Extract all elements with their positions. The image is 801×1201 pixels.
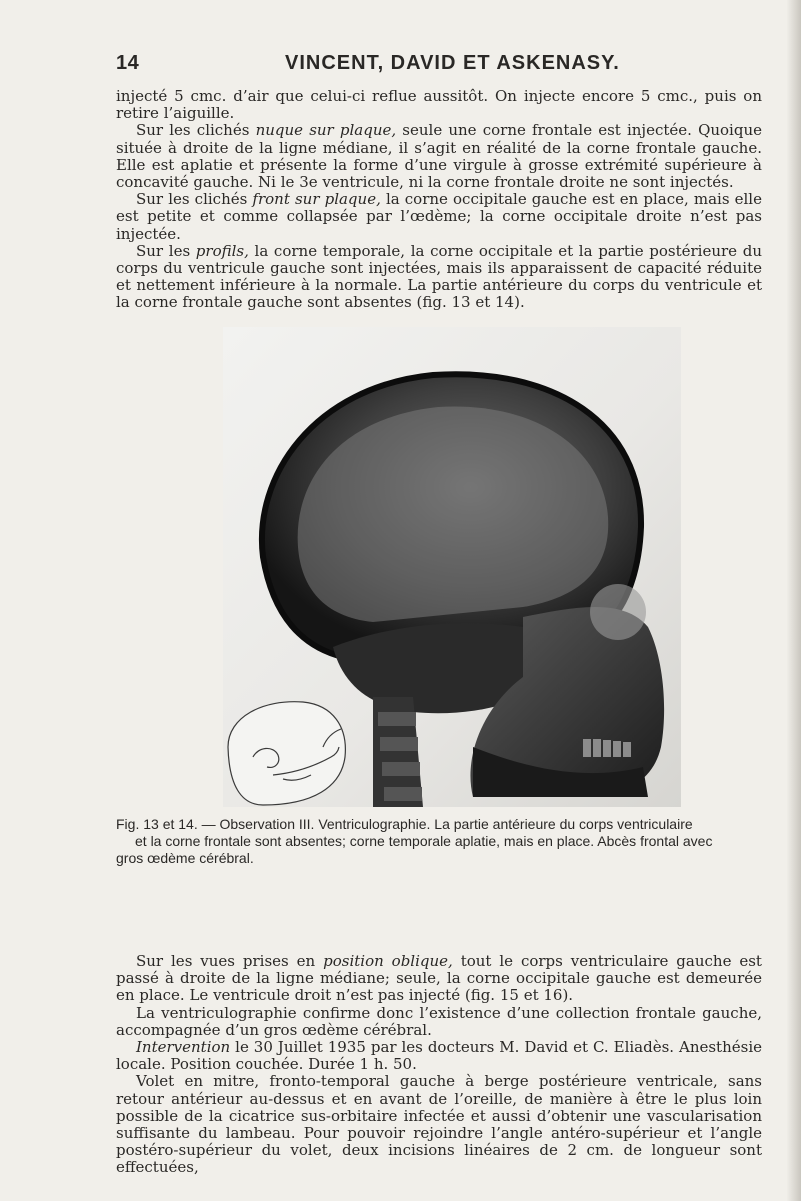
paragraph: Sur les profils, la corne temporale, la corne occipitale et la partie postérieure du corps du ventricule gauche sont injectées, mais ils apparaissent de capacité réduite et nettement inférieure à la normale. La partie antérieure du corps du ventricule et la corne frontale gauche sont absentes (fig. 13 et 14). [116, 241, 762, 312]
page-header [0, 52, 801, 82]
paragraph: Intervention le 30 Juillet 1935 par les docteurs M. David et C. Eliadès. Anesthésie locale. Position couchée. Durée 1 h. 50. [116, 1038, 762, 1074]
caption-line: et la corne frontale sont absentes; corne temporale aplatie, mais en place. Abcès frontal avec [135, 833, 713, 849]
paragraph: Sur les clichés nuque sur plaque, seule une corne frontale est injectée. Quoique située à droite de la ligne médiane, il s’agit en réalité de la corne frontale gauche. Elle est aplatie et présente la forme d’une virgule à grosse extrémité supérieure à concavité gauche. Ni le 3e ventricule, ni la corne frontale droite ne sont injectés. [116, 121, 762, 192]
paragraph: Sur les vues prises en position oblique, tout le corps ventriculaire gauche est passé à droite de la ligne médiane; seule, la corne occipitale gauche est demeurée en place. Le ventricule droit n’est pas injecté (fig. 15 et 16). [116, 952, 762, 1005]
page-number: 14 [116, 52, 140, 74]
figure-xray [223, 327, 681, 807]
paragraph: La ventriculographie confirme donc l’existence d’une collection frontale gauche, accompagnée d’un gros œdème cérébral. [116, 1003, 762, 1039]
caption-line: gros œdème cérébral. [116, 850, 254, 866]
caption-line: Fig. 13 et 14. — Observation III. Ventriculographie. La partie antérieure du corps ventriculaire [116, 816, 693, 832]
skull-xray-icon [223, 327, 681, 807]
page-edge-shadow [787, 0, 801, 1201]
body-text-top [116, 88, 762, 312]
figure-caption [116, 816, 766, 867]
paragraph: Sur les clichés front sur plaque, la corne occipitale gauche est en place, mais elle est petite et comme collapsée par l’œdème; la corne occipitale droite n’est pas injectée. [116, 190, 762, 243]
paragraph: Volet en mitre, fronto-temporal gauche à berge postérieure ventricale, sans retour antérieur au-dessus et en avant de l’oreille, de manière à être le plus loin possible de la cicatrice sus-orbitaire infectée et aussi d’obtenir une vascularisation suffisante du lambeau. Pour pouvoir rejoindre l’angle antéro-supérieur et l’angle postéro-supérieur du volet, deux incisions linéaires de 2 cm. de longueur sont effectuées, [116, 1072, 762, 1177]
body-text-bottom [116, 953, 762, 1177]
running-head: VINCENT, DAVID ET ASKENASY. [285, 52, 620, 74]
paragraph: injecté 5 cmc. d’air que celui-ci reflue aussitôt. On injecte encore 5 cmc., puis on retire l’aiguille. [116, 87, 762, 123]
